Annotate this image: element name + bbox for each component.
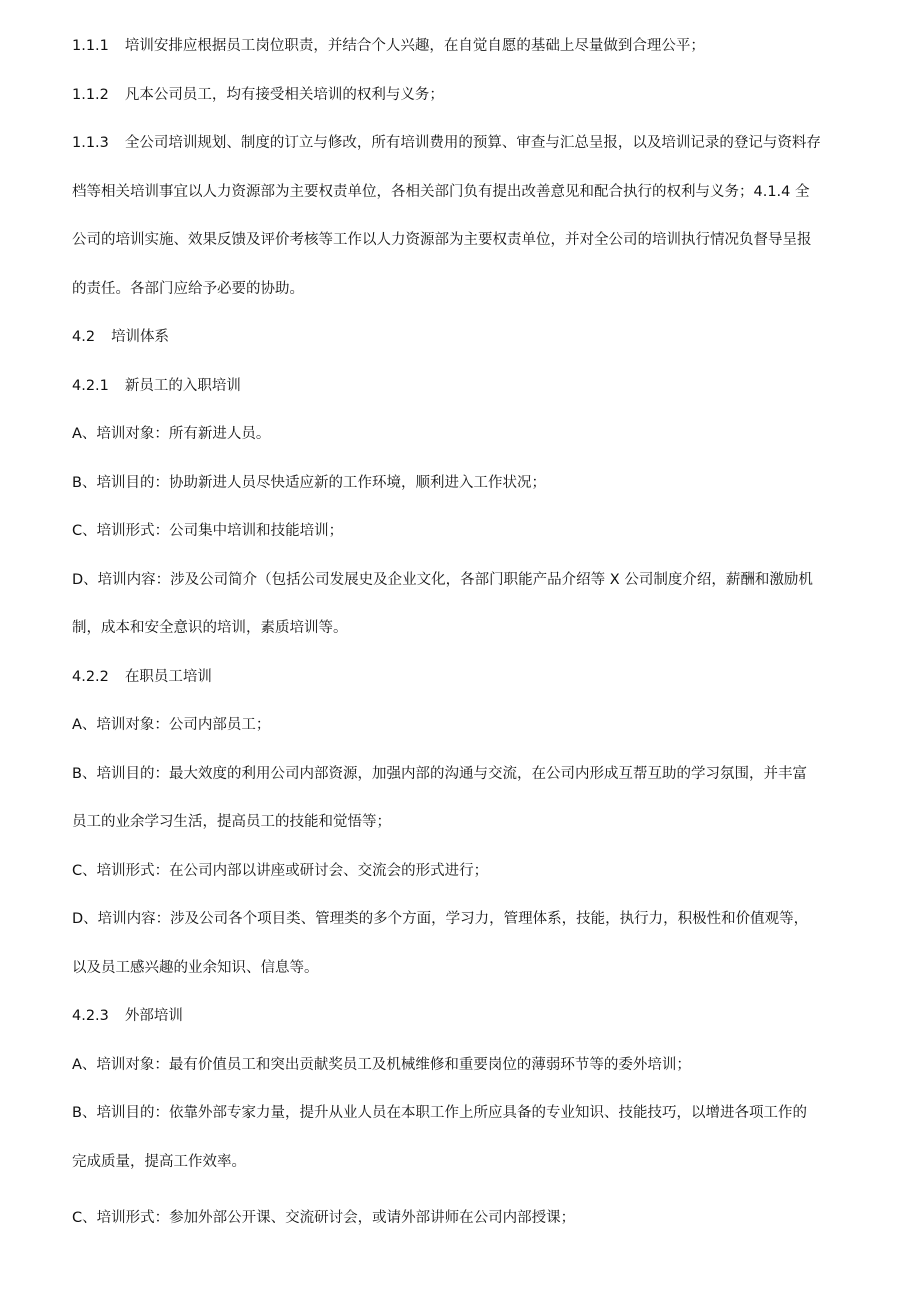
clause-text: 培训安排应根据员工岗位职责，并结合个人兴趣，在自觉自愿的基础上尽量做到合理公平； (124, 38, 705, 54)
paragraph-line (72, 230, 872, 250)
list-item (72, 1103, 872, 1123)
paragraph-text: 公司的培训实施、效果反馈及评价考核等工作以人力资源部为主要权责单位，并对全公司的培训执行情况负督导呈报 (72, 232, 812, 248)
list-item (72, 715, 872, 735)
list-item (72, 521, 872, 541)
list-item (72, 570, 872, 590)
list-item-text: A、培训对象：公司内部员工； (72, 717, 271, 733)
list-item-continuation (72, 812, 872, 832)
section-number: 4.2.3 (72, 1008, 109, 1024)
list-item-text: D、培训内容：涉及公司简介（包括公司发展史及企业文化，各部门职能产品介绍等 X 公司制度介绍，薪酬和激励机 (72, 572, 813, 588)
list-item-continuation (72, 958, 872, 978)
section-heading-4-2 (72, 327, 872, 347)
section-title: 培训体系 (111, 329, 170, 345)
section-heading-4-2-1 (72, 376, 872, 396)
list-item-text: 完成质量，提高工作效率。 (72, 1154, 246, 1170)
list-item (72, 473, 872, 493)
clause-1-1-1 (72, 36, 872, 56)
section-title: 外部培训 (124, 1008, 183, 1024)
clause-number: 1.1.3 (72, 135, 109, 151)
section-number: 4.2 (72, 329, 96, 345)
list-item-text: C、培训形式：在公司内部以讲座或研讨会、交流会的形式进行； (72, 863, 489, 879)
list-item-text: B、培训目的：依靠外部专家力量，提升从业人员在本职工作上所应具备的专业知识、技能技巧，以增进各项工作的 (72, 1105, 807, 1121)
section-number: 4.2.1 (72, 378, 109, 394)
list-item-text: D、培训内容：涉及公司各个项目类、管理类的多个方面，学习力，管理体系，技能，执行力，积极性和价值观等， (72, 911, 809, 927)
paragraph-text: 档等相关培训事宜以人力资源部为主要权责单位，各相关部门负有提出改善意见和配合执行的权利与义务；4.1.4 全 (72, 184, 810, 200)
list-item-text: B、培训目的：最大效度的利用公司内部资源，加强内部的沟通与交流，在公司内形成互帮互助的学习氛围，并丰富 (72, 766, 807, 782)
list-item (72, 1055, 872, 1075)
list-item-text: C、培训形式：参加外部公开课、交流研讨会，或请外部讲师在公司内部授课； (72, 1210, 576, 1226)
clause-text: 全公司培训规划、制度的订立与修改，所有培训费用的预算、审查与汇总呈报，以及培训记录的登记与资料存 (124, 135, 821, 151)
list-item-text: A、培训对象：所有新进人员。 (72, 426, 271, 442)
list-item (72, 764, 872, 784)
paragraph-line (72, 182, 872, 202)
list-item-text: B、培训目的：协助新进人员尽快适应新的工作环境，顺利进入工作状况； (72, 475, 546, 491)
list-item-continuation (72, 1152, 872, 1172)
list-item (72, 861, 872, 881)
list-item (72, 1208, 872, 1228)
list-item-text: 以及员工感兴趣的业余知识、信息等。 (72, 960, 319, 976)
clause-number: 1.1.1 (72, 38, 109, 54)
section-title: 在职员工培训 (124, 669, 212, 685)
clause-1-1-2 (72, 85, 872, 105)
list-item-text: C、培训形式：公司集中培训和技能培训； (72, 523, 344, 539)
paragraph-line (72, 279, 872, 299)
list-item-text: A、培训对象：最有价值员工和突出贡献奖员工及机械维修和重要岗位的薄弱环节等的委外培训； (72, 1057, 691, 1073)
list-item-text: 员工的业余学习生活，提高员工的技能和觉悟等； (72, 814, 391, 830)
section-title: 新员工的入职培训 (124, 378, 241, 394)
section-heading-4-2-2 (72, 667, 872, 687)
clause-1-1-3 (72, 133, 872, 153)
list-item (72, 909, 872, 929)
section-heading-4-2-3 (72, 1006, 872, 1026)
list-item (72, 424, 872, 444)
list-item-text: 制，成本和安全意识的培训，素质培训等。 (72, 620, 348, 636)
paragraph-text: 的责任。各部门应给予必要的协助。 (72, 281, 304, 297)
list-item-continuation (72, 618, 872, 638)
clause-text: 凡本公司员工，均有接受相关培训的权利与义务； (124, 87, 444, 103)
section-number: 4.2.2 (72, 669, 109, 685)
clause-number: 1.1.2 (72, 87, 109, 103)
